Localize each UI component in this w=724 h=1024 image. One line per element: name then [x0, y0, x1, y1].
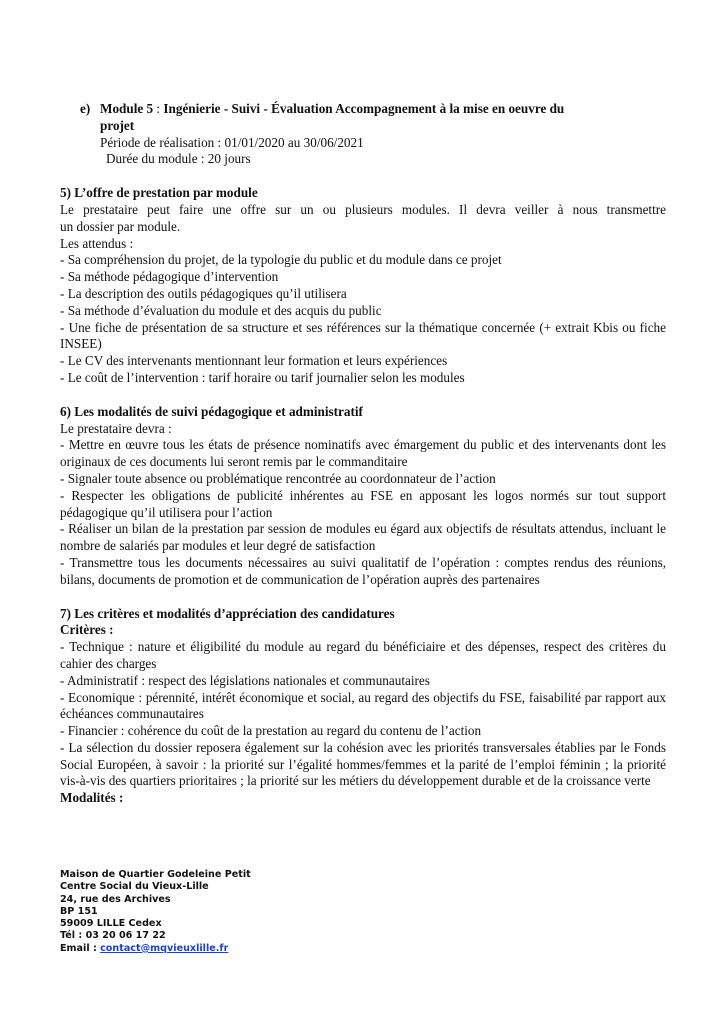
module5-letter: e)	[80, 101, 91, 116]
section5-intro-line1: Le prestataire peut faire une offre sur un ou plusieurs modules. Il devra veiller à nous transmettre	[60, 201, 666, 217]
document-body	[60, 101, 666, 807]
module5-heading	[60, 101, 666, 118]
section7-modalites: Modalités :	[60, 790, 124, 806]
list-item: - Le coût de l’intervention : tarif horaire ou tarif journalier selon les modules	[60, 369, 465, 385]
list-item: - Le CV des intervenants mentionnant leur formation et leurs expériences	[60, 353, 448, 369]
section5-intro-line2: un dossier par module.	[60, 218, 181, 234]
module5-title-rest: Ingénierie - Suivi - Évaluation Accompagnement à la mise en oeuvre du	[163, 101, 565, 116]
list-item: - Respecter les obligations de publicité inhérentes au FSE en apposant les logos normés sur tout support pédagogique qu’il utilisera pour l’action	[60, 487, 666, 520]
list-item: - Transmettre tous les documents nécessaires au suivi qualitatif de l’opération : comptes rendus des réunions, bilans, documents de promotion et de communication de l’opération auprès des partenaires	[60, 554, 666, 587]
section7-title: 7) Les critères et modalités d’appréciation des candidatures	[60, 605, 395, 621]
module5-duration: Durée du module : 20 jours	[106, 151, 251, 167]
footer-line: BP 151	[60, 905, 98, 917]
list-item: - Financier : cohérence du coût de la prestation au regard du contenu de l’action	[60, 723, 482, 739]
list-item: - La description des outils pédagogiques qu’il utilisera	[60, 285, 347, 301]
module5-title-prefix: Module 5	[100, 101, 154, 116]
list-item: - Mettre en œuvre tous les états de présence nominatifs avec émargement du public et des intervenants dont les originaux de ces documents lui seront remis par le commanditaire	[60, 437, 666, 470]
section6-intro: Le prestataire devra :	[60, 420, 172, 436]
module5-period: Période de réalisation : 01/01/2020 au 30/06/2021	[100, 134, 364, 150]
footer-line: Maison de Quartier Godeleine Petit	[60, 869, 251, 880]
list-item: - Administratif : respect des législations nationales et communautaires	[60, 672, 430, 688]
list-item: - Signaler toute absence ou problématique rencontrée au coordonnateur de l’action	[60, 470, 496, 486]
footer-email-line	[60, 943, 251, 955]
footer-line: 24, rue des Archives	[60, 893, 171, 905]
footer-line: 59009 LILLE Cedex	[60, 918, 162, 930]
list-item: - Réaliser un bilan de la prestation par session de modules eu égard aux objectifs de résultats attendus, incluant le nombre de salariés par modules et leur degré de satisfaction	[60, 521, 666, 554]
section5-title: 5) L’offre de prestation par module	[60, 185, 258, 201]
list-item: - Technique : nature et éligibilité du module au regard du bénéficiaire et des dépenses, respect des critères du cahier des charges	[60, 639, 666, 671]
list-item: - Economique : pérennité, intérêt économique et social, au regard des objectifs du FSE, faisabilité par rapport aux échéances communautaires	[60, 689, 666, 722]
footer-email-label: Email :	[60, 942, 101, 954]
module5-title-sep: :	[153, 101, 164, 116]
section6-title: 6) Les modalités de suivi pédagogique et administratif	[60, 403, 363, 419]
list-item: - Sa méthode pédagogique d’intervention	[60, 269, 279, 285]
page-footer	[60, 869, 251, 955]
module5-title-line2: projet	[100, 117, 135, 133]
list-item: - Sa compréhension du projet, de la typologie du public et du module dans ce projet	[60, 252, 502, 268]
list-item: - La sélection du dossier reposera également sur la cohésion avec les priorités transversales établies par le Fonds Social Européen, à savoir : la priorité sur l’égalité hommes/femmes et la parité de l’emploi féminin ; la priorité vis-à-vis des quartiers prioritaires ; la priorité sur les métiers du développement durable et de la croissance verte	[60, 739, 666, 789]
email-link[interactable]: contact@mqvieuxlille.fr	[100, 942, 229, 954]
section7-criteres: Critères :	[60, 622, 114, 638]
list-item: - Sa méthode d’évaluation du module et des acquis du public	[60, 302, 382, 318]
footer-line: Tél : 03 20 06 17 22	[60, 930, 166, 942]
section5-attendus: Les attendus :	[60, 235, 134, 251]
list-item: - Une fiche de présentation de sa structure et ses références sur la thématique concernée (+ extrait Kbis ou fiche INSEE)	[60, 319, 666, 352]
footer-line: Centre Social du Vieux-Lille	[60, 881, 209, 893]
